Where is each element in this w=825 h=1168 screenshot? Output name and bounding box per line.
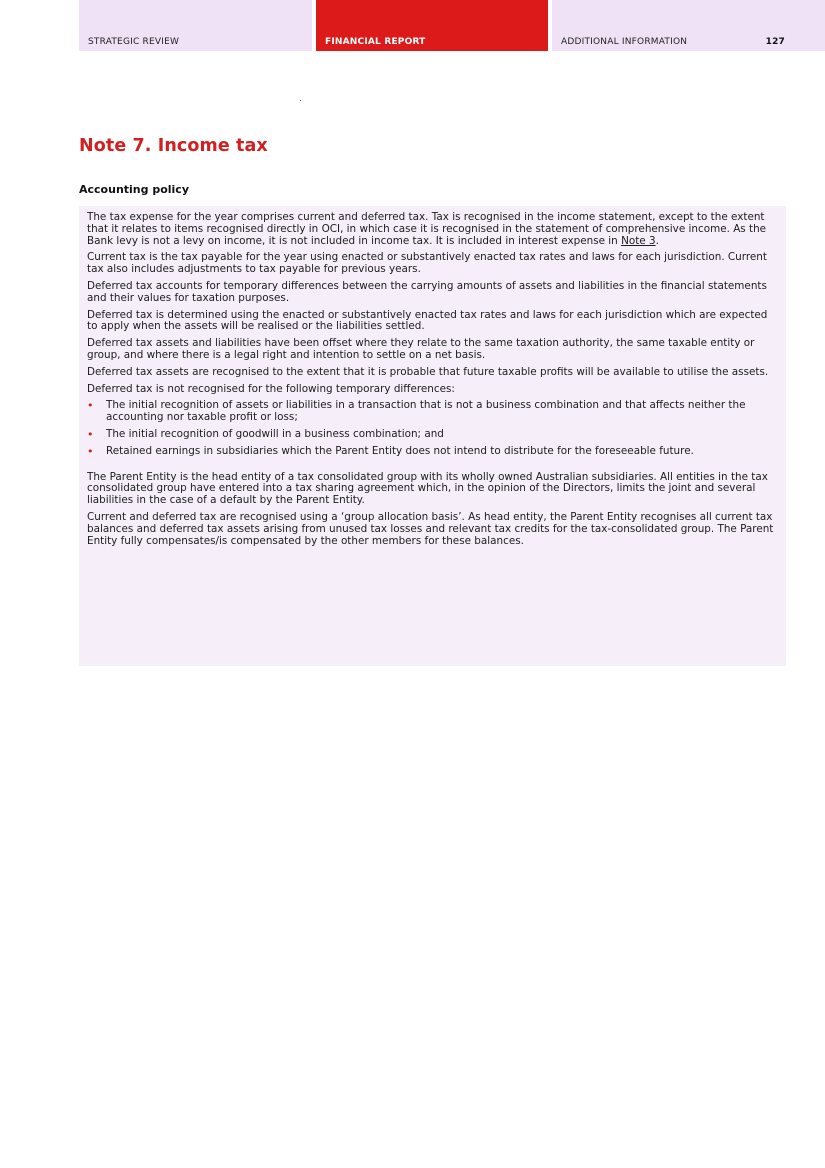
bullet-icon: • [87, 427, 94, 441]
policy-paragraph: Deferred tax is not recognised for the following temporary differences: [87, 382, 455, 395]
list-item: • Retained earnings in subsidiaries which the Parent Entity does not intend to distribute for the foreseeable future. [87, 444, 694, 458]
list-item: • The initial recognition of goodwill in a business combination; and [87, 427, 444, 441]
policy-paragraph: Deferred tax assets and liabilities have been offset where they relate to the same taxation authority, the same taxable entity or group, and where there is a legal right and intention to settle on a net basis. [87, 337, 755, 361]
temporary-differences-list [87, 400, 778, 457]
tab-label: ADDITIONAL INFORMATION [561, 37, 688, 47]
note-3-link[interactable]: Note 3 [621, 234, 656, 247]
policy-paragraph: Deferred tax assets are recognised to the extent that it is probable that future taxable profits will be available to utilise the assets. [87, 365, 769, 378]
accounting-policy-heading: Accounting policy [79, 183, 189, 196]
policy-paragraph: The tax expense for the year comprises current and deferred tax. Tax is recognised in the income statement, except to the extent that it relates to items recognised directly in OCI, in which case it is recognised in the statement of comprehensive income. As the Bank levy is not a levy on income, it is not included in income tax. It is included in interest expense in Note 3. [87, 211, 767, 247]
stray-dot [300, 100, 301, 101]
bullet-icon: • [87, 444, 94, 458]
tab-additional-information[interactable] [552, 0, 825, 51]
tab-strategic-review[interactable] [79, 0, 312, 51]
accounting-policy-box [79, 206, 786, 666]
tab-label: FINANCIAL REPORT [325, 37, 426, 47]
tab-label: STRATEGIC REVIEW [88, 37, 180, 47]
section-tabs [79, 0, 825, 51]
policy-paragraph: Current tax is the tax payable for the year using enacted or substantively enacted tax rates and laws for each jurisdiction. Current tax also includes adjustments to tax payable for previous years. [87, 251, 767, 276]
tab-financial-report[interactable] [316, 0, 548, 51]
page-number: 127 [765, 37, 785, 47]
policy-paragraph: Deferred tax accounts for temporary differences between the carrying amounts of assets and liabilities in the financial statements and their values for taxation purposes. [87, 279, 767, 304]
note-title: Note 7. Income tax [79, 136, 268, 156]
policy-paragraph: The Parent Entity is the head entity of a tax consolidated group with its wholly owned Australian subsidiaries. All entities in the tax consolidated group have entered into a tax sharing agreement which, in the opinion of the Directors, limits the joint and several liabilities in the case of a default by the Parent Entity. [87, 470, 768, 507]
policy-paragraph: Deferred tax is determined using the enacted or substantively enacted tax rates and laws for each jurisdiction which are expected to apply when the assets will be realised or the liabilities settled. [87, 308, 768, 333]
policy-paragraph: Current and deferred tax are recognised using a ‘group allocation basis’. As head entity, the Parent Entity recognises all current tax balances and deferred tax assets arising from unused tax losses and relevant tax credits for the tax-consolidated group. The Parent Entity fully compensates/is compensated by the other members for these balances. [87, 510, 774, 547]
bullet-icon: • [87, 399, 94, 413]
list-item: • The initial recognition of assets or liabilities in a transaction that is not a business combination and that affects neither the accounting nor taxable profit or loss; [87, 399, 746, 424]
